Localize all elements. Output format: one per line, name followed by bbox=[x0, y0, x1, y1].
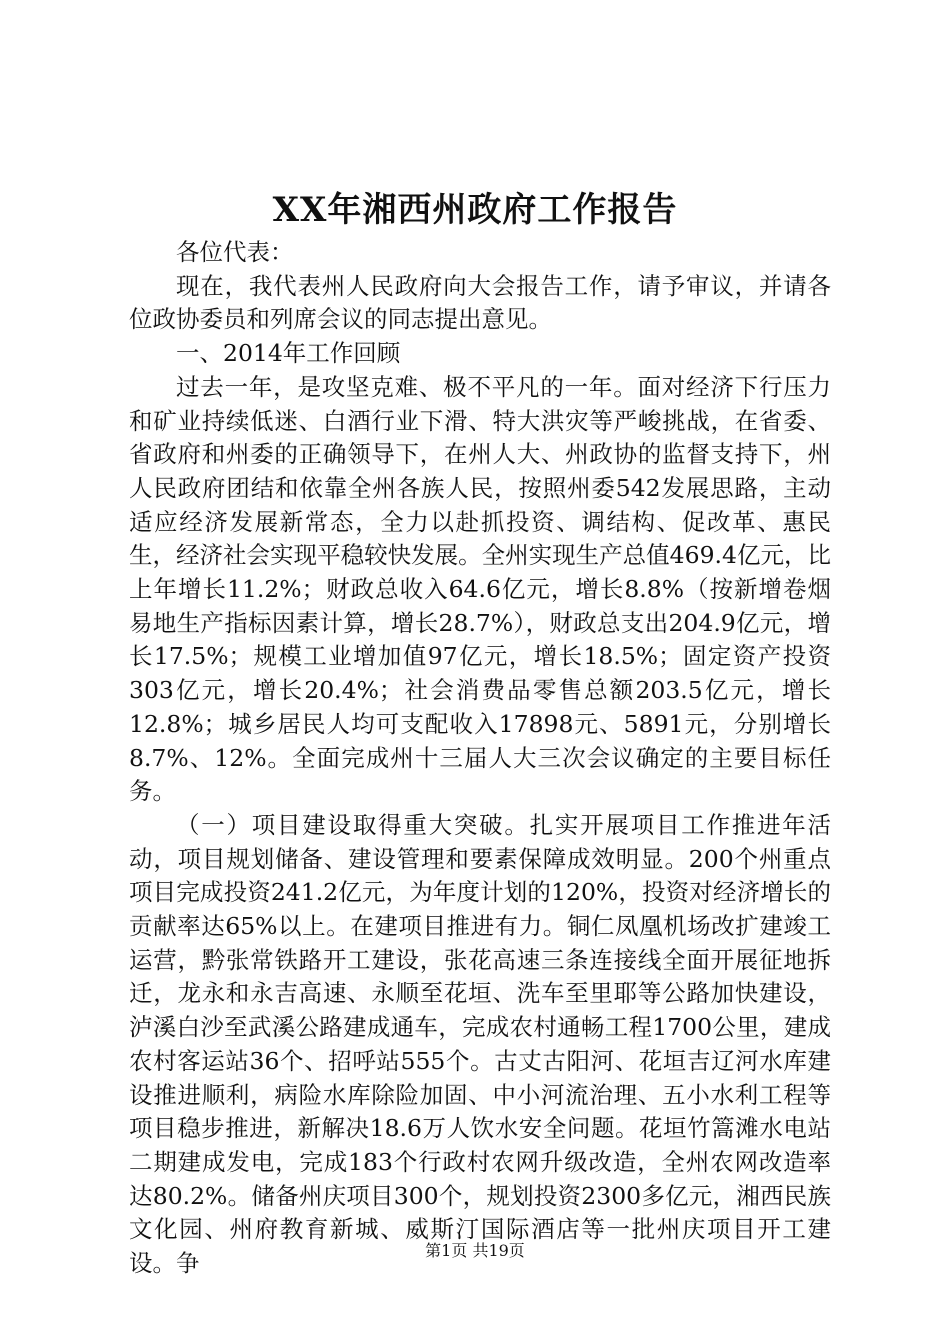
document-body bbox=[129, 236, 831, 1281]
page-footer: 第1页 共19页 bbox=[425, 1241, 525, 1260]
project-paragraph: （一）项目建设取得重大突破。扎实开展项目工作推进年活动，项目规划储备、建设管理和要素保障成效明显。200个州重点项目完成投资241.2亿元，为年度计划的120%，投资对经济增长的贡献率达65%以上。在建项目推进有力。铜仁凤凰机场改扩建竣工运营，黔张常铁路开工建设，张花高速三条连接线全面开展征地拆迁，龙永和永吉高速、永顺至花垣、洗车至里耶等公路加快建设，泸溪白沙至武溪公路建成通车，完成农村通畅工程1700公里，建成农村客运站36个、招呼站555个。古丈古阳河、花垣吉辽河水库建设推进顺利，病险水库除险加固、中小河流治理、五小水利工程等项目稳步推进，新解决18.6万人饮水安全问题。花垣竹篙滩水电站二期建成发电，完成183个行政村农网升级改造，全州农网改造率达80.2%。储备州庆项目300个，规划投资2300多亿元，湘西民族文化园、州府教育新城、威斯汀国际酒店等一批州庆项目开工建设。争 bbox=[129, 810, 831, 1278]
document-title: XX年湘西州政府工作报告 bbox=[272, 190, 678, 230]
review-paragraph: 过去一年，是攻坚克难、极不平凡的一年。面对经济下行压力和矿业持续低迷、白酒行业下滑、特大洪灾等严峻挑战，在省委、省政府和州委的正确领导下，在州人大、州政协的监督支持下，州人民政府团结和依靠全州各族人民，按照州委542发展思路，主动适应经济发展新常态，全力以赴抓投资、调结构、促改革、惠民生，经济社会实现平稳较快发展。全州实现生产总值469.4亿元，比上年增长11.2%；财政总收入64.6亿元，增长8.8%（按新增卷烟易地生产指标因素计算，增长28.7%），财政总支出204.9亿元，增长17.5%；规模工业增加值97亿元，增长18.5%；固定资产投资303亿元，增长20.4%；社会消费品零售总额203.5亿元，增长12.8%；城乡居民人均可支配收入17898元、5891元，分别增长8.7%、12%。全面完成州十三届人大三次会议确定的主要目标任务。 bbox=[129, 372, 831, 806]
section-heading: 一、2014年工作回顾 bbox=[176, 339, 401, 368]
salutation-paragraph: 各位代表： bbox=[176, 238, 294, 266]
intro-paragraph: 现在，我代表州人民政府向大会报告工作，请予审议，并请各位政协委员和列席会议的同志提出意见。 bbox=[129, 271, 831, 334]
